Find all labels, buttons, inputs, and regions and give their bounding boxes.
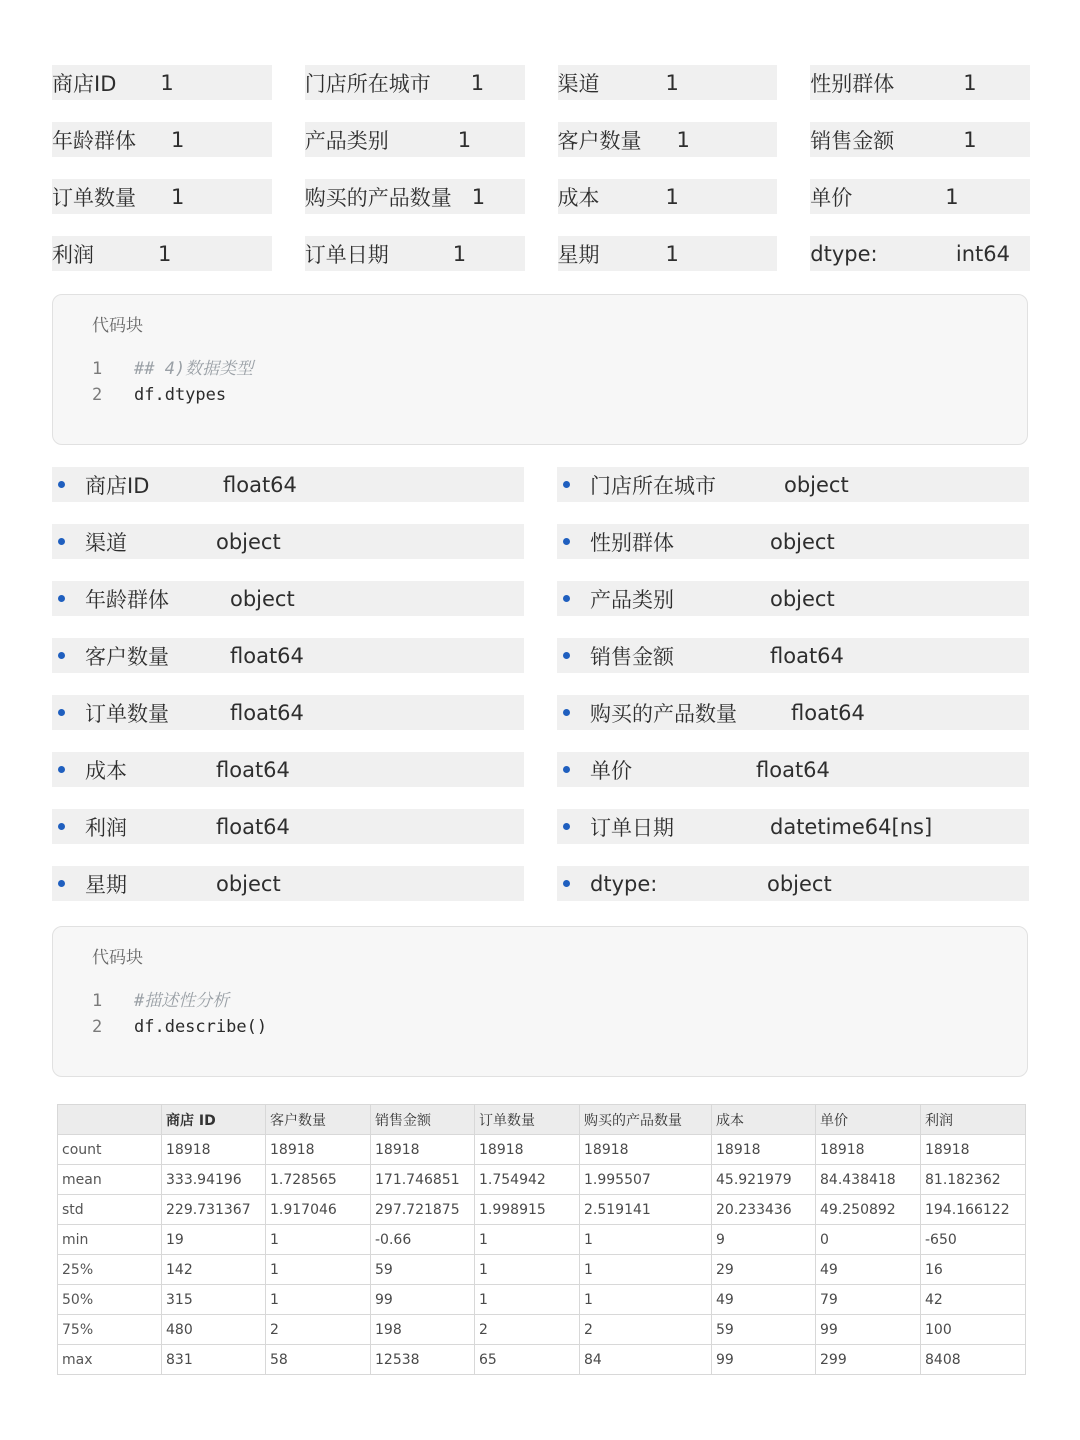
- table-cell: 1.998915: [475, 1195, 580, 1225]
- count-cell: [52, 65, 272, 100]
- table-header-cell: 商店 ID: [162, 1105, 266, 1135]
- count-cell: [558, 65, 778, 100]
- table-cell: -0.66: [371, 1225, 475, 1255]
- dtype-key: 渠道: [85, 530, 127, 555]
- table-cell: 45.921979: [712, 1165, 816, 1195]
- list-item: [52, 809, 524, 844]
- line-number: 2: [92, 1017, 103, 1037]
- table-row: [58, 1255, 1026, 1285]
- table-cell: count: [58, 1135, 162, 1165]
- table-cell: 1.728565: [266, 1165, 371, 1195]
- count-key: 星期: [557, 242, 600, 267]
- bullet-icon: [563, 538, 570, 545]
- bullet-icon: [58, 823, 65, 830]
- dtype-value: float64: [756, 757, 830, 782]
- table-header-cell: 订单数量: [475, 1105, 580, 1135]
- dtype-key: 门店所在城市: [590, 473, 716, 498]
- bullet-icon: [58, 538, 65, 545]
- count-value: 1: [963, 127, 977, 152]
- table-cell: 1: [266, 1225, 371, 1255]
- dtype-value: object: [230, 586, 295, 611]
- list-item: [52, 695, 524, 730]
- table-cell: 16: [921, 1255, 1026, 1285]
- list-item: [52, 524, 524, 559]
- count-value: 1: [457, 127, 472, 152]
- count-cell: [52, 179, 272, 214]
- table-header-row: [58, 1105, 1026, 1135]
- table-cell: 18918: [371, 1135, 475, 1165]
- count-key: 销售金额: [810, 128, 895, 153]
- count-value: 1: [676, 127, 690, 152]
- count-cell: [52, 236, 272, 271]
- dtype-key: 产品类别: [590, 587, 674, 612]
- table-cell: 49: [712, 1285, 816, 1315]
- table-cell: 18918: [475, 1135, 580, 1165]
- count-row: [52, 179, 1030, 214]
- table-cell: 229.731367: [162, 1195, 266, 1225]
- count-value: 1: [160, 70, 174, 95]
- count-key: 成本: [557, 185, 600, 210]
- table-row: [58, 1165, 1026, 1195]
- dtype-key: 星期: [85, 872, 127, 897]
- table-cell: 29: [712, 1255, 816, 1285]
- dtype-value: object: [784, 472, 849, 497]
- dtype-value: float64: [770, 643, 844, 668]
- table-cell: 1: [475, 1255, 580, 1285]
- code-text: df.describe(): [134, 1017, 268, 1037]
- dtype-key: dtype:: [590, 871, 658, 896]
- count-value: 1: [158, 241, 172, 266]
- table-cell: 99: [371, 1285, 475, 1315]
- count-cell: [305, 179, 525, 214]
- dtype-row: [52, 467, 1030, 502]
- list-item: [557, 809, 1029, 844]
- dtype-value: float64: [223, 472, 297, 497]
- count-value: 1: [171, 184, 185, 209]
- count-cell: [810, 236, 1030, 271]
- table-cell: 315: [162, 1285, 266, 1315]
- table-cell: 480: [162, 1315, 266, 1345]
- code-block-title: 代码块: [92, 316, 143, 336]
- table-cell: max: [58, 1345, 162, 1375]
- table-header-cell: 购买的产品数量: [580, 1105, 712, 1135]
- list-item: [52, 752, 524, 787]
- count-value: 1: [665, 184, 679, 209]
- line-number: 1: [92, 359, 103, 379]
- table-cell: 1: [580, 1225, 712, 1255]
- count-key: 订单日期: [304, 242, 389, 267]
- table-row: [58, 1285, 1026, 1315]
- dtype-row: [52, 524, 1030, 559]
- table-cell: 75%: [58, 1315, 162, 1345]
- list-item: [557, 524, 1029, 559]
- table-cell: 2: [475, 1315, 580, 1345]
- dtype-value: datetime64[ns]: [770, 814, 933, 839]
- table-cell: 1: [266, 1285, 371, 1315]
- table-cell: 25%: [58, 1255, 162, 1285]
- count-key: 订单数量: [52, 185, 136, 210]
- table-cell: 84.438418: [816, 1165, 921, 1195]
- bullet-icon: [58, 709, 65, 716]
- count-value: int64: [955, 241, 1010, 266]
- dtype-key: 成本: [85, 758, 127, 783]
- table-row: [58, 1195, 1026, 1225]
- code-text: df.dtypes: [134, 385, 227, 405]
- bullet-icon: [563, 766, 570, 773]
- count-value: 1: [171, 127, 185, 152]
- list-item: [557, 467, 1029, 502]
- line-number: 2: [92, 385, 103, 405]
- table-cell: 99: [712, 1345, 816, 1375]
- count-value: 1: [471, 184, 486, 209]
- bullet-icon: [563, 595, 570, 602]
- table-cell: 99: [816, 1315, 921, 1345]
- list-item: [557, 581, 1029, 616]
- table-cell: 2: [266, 1315, 371, 1345]
- list-item: [557, 638, 1029, 673]
- table-cell: 1.917046: [266, 1195, 371, 1225]
- table-cell: 1: [475, 1285, 580, 1315]
- dtype-key: 客户数量: [85, 644, 169, 669]
- count-key: 渠道: [557, 71, 600, 96]
- table-cell: 1.995507: [580, 1165, 712, 1195]
- table-cell: 65: [475, 1345, 580, 1375]
- dtype-value: float64: [791, 700, 865, 725]
- dtypes-list: [52, 467, 1030, 923]
- table-cell: 19: [162, 1225, 266, 1255]
- table-cell: 50%: [58, 1285, 162, 1315]
- count-value: 1: [945, 184, 959, 209]
- count-cell: [52, 122, 272, 157]
- dtype-row: [52, 809, 1030, 844]
- table-cell: 58: [266, 1345, 371, 1375]
- list-item: [52, 467, 524, 502]
- table-cell: -650: [921, 1225, 1026, 1255]
- dtype-key: 订单日期: [590, 815, 674, 840]
- list-item: [52, 581, 524, 616]
- count-key: 性别群体: [810, 71, 895, 96]
- list-item: [557, 866, 1029, 901]
- table-cell: 79: [816, 1285, 921, 1315]
- bullet-icon: [58, 880, 65, 887]
- code-block-title: 代码块: [92, 948, 143, 968]
- dtype-key: 销售金额: [590, 644, 674, 669]
- dtype-value: object: [767, 871, 832, 896]
- code-line: [92, 385, 226, 405]
- table-row: [58, 1345, 1026, 1375]
- table-cell: 49.250892: [816, 1195, 921, 1225]
- count-cell: [810, 122, 1030, 157]
- table-cell: 198: [371, 1315, 475, 1345]
- count-row: [52, 122, 1030, 157]
- dtype-row: [52, 695, 1030, 730]
- code-line: [92, 1017, 267, 1037]
- dtype-row: [52, 866, 1030, 901]
- table-cell: 8408: [921, 1345, 1026, 1375]
- table-row: [58, 1315, 1026, 1345]
- list-item: [557, 752, 1029, 787]
- table-cell: 299: [816, 1345, 921, 1375]
- table-cell: 171.746851: [371, 1165, 475, 1195]
- code-block-describe: [52, 926, 1028, 1077]
- count-cell: [558, 179, 778, 214]
- dtype-row: [52, 752, 1030, 787]
- dtype-value: float64: [216, 814, 290, 839]
- count-cell: [305, 122, 525, 157]
- count-value: 1: [452, 241, 467, 266]
- bullet-icon: [563, 880, 570, 887]
- bullet-icon: [563, 481, 570, 488]
- table-header-cell: 销售金额: [371, 1105, 475, 1135]
- list-item: [557, 695, 1029, 730]
- table-cell: 1: [266, 1255, 371, 1285]
- dtype-key: 性别群体: [590, 530, 674, 555]
- count-key: 客户数量: [557, 128, 642, 153]
- dtype-key: 利润: [85, 815, 127, 840]
- table-cell: 18918: [580, 1135, 712, 1165]
- table-header-cell: 成本: [712, 1105, 816, 1135]
- count-row: [52, 65, 1030, 100]
- table-cell: 297.721875: [371, 1195, 475, 1225]
- dtype-value: object: [770, 586, 835, 611]
- code-block-dtypes: [52, 294, 1028, 445]
- table-cell: mean: [58, 1165, 162, 1195]
- dtype-value: float64: [216, 757, 290, 782]
- count-key: 购买的产品数量: [304, 185, 452, 210]
- line-number: 1: [92, 991, 103, 1011]
- table-cell: 194.166122: [921, 1195, 1026, 1225]
- code-line: [92, 986, 229, 1011]
- list-item: [52, 638, 524, 673]
- table-cell: 1: [580, 1255, 712, 1285]
- table-cell: 20.233436: [712, 1195, 816, 1225]
- count-cell: [810, 179, 1030, 214]
- table-cell: 49: [816, 1255, 921, 1285]
- table-cell: 59: [712, 1315, 816, 1345]
- table-header-cell: 单价: [816, 1105, 921, 1135]
- table-cell: 142: [162, 1255, 266, 1285]
- table-cell: 831: [162, 1345, 266, 1375]
- table-cell: 42: [921, 1285, 1026, 1315]
- count-key: 商店ID: [52, 71, 117, 96]
- count-value: 1: [665, 70, 679, 95]
- count-cell: [305, 65, 525, 100]
- table-cell: 9: [712, 1225, 816, 1255]
- dtype-value: float64: [230, 643, 304, 668]
- table-cell: 59: [371, 1255, 475, 1285]
- dtype-key: 单价: [590, 758, 632, 783]
- count-key: dtype:: [810, 241, 878, 266]
- dtype-key: 商店ID: [85, 473, 150, 498]
- value-counts-grid: [52, 65, 1030, 293]
- count-key: 年龄群体: [52, 128, 136, 153]
- count-key: 单价: [810, 185, 853, 210]
- dtype-value: object: [216, 871, 281, 896]
- table-cell: 18918: [712, 1135, 816, 1165]
- count-value: 1: [665, 241, 679, 266]
- table-cell: 1: [475, 1225, 580, 1255]
- count-row: [52, 236, 1030, 271]
- bullet-icon: [563, 652, 570, 659]
- dtype-value: float64: [230, 700, 304, 725]
- count-value: 1: [963, 70, 977, 95]
- table-header-cell: [58, 1105, 162, 1135]
- table-cell: 81.182362: [921, 1165, 1026, 1195]
- table-cell: 1.754942: [475, 1165, 580, 1195]
- table-cell: 18918: [921, 1135, 1026, 1165]
- table-cell: 84: [580, 1345, 712, 1375]
- table-cell: 18918: [162, 1135, 266, 1165]
- count-key: 利润: [52, 242, 94, 267]
- count-cell: [810, 65, 1030, 100]
- dtype-value: object: [216, 529, 281, 554]
- table-cell: std: [58, 1195, 162, 1225]
- table-cell: 18918: [816, 1135, 921, 1165]
- table-cell: 100: [921, 1315, 1026, 1345]
- count-value: 1: [470, 70, 485, 95]
- code-line: [92, 354, 253, 379]
- bullet-icon: [563, 709, 570, 716]
- count-cell: [305, 236, 525, 271]
- table-cell: 2: [580, 1315, 712, 1345]
- table-cell: min: [58, 1225, 162, 1255]
- bullet-icon: [58, 595, 65, 602]
- table-cell: 0: [816, 1225, 921, 1255]
- table-row: [58, 1135, 1026, 1165]
- dtype-key: 年龄群体: [85, 587, 169, 612]
- table-cell: 2.519141: [580, 1195, 712, 1225]
- table-cell: 333.94196: [162, 1165, 266, 1195]
- bullet-icon: [563, 823, 570, 830]
- describe-table: [57, 1104, 1026, 1375]
- table-cell: 1: [580, 1285, 712, 1315]
- dtype-key: 订单数量: [85, 701, 169, 726]
- bullet-icon: [58, 481, 65, 488]
- table-header-cell: 客户数量: [266, 1105, 371, 1135]
- table-header-cell: 利润: [921, 1105, 1026, 1135]
- code-comment: ## 4)数据类型: [134, 359, 254, 379]
- dtype-row: [52, 581, 1030, 616]
- list-item: [52, 866, 524, 901]
- bullet-icon: [58, 766, 65, 773]
- dtype-key: 购买的产品数量: [590, 701, 737, 726]
- dtype-row: [52, 638, 1030, 673]
- table-cell: 18918: [266, 1135, 371, 1165]
- count-key: 产品类别: [304, 128, 389, 153]
- code-comment: #描述性分析: [134, 991, 230, 1011]
- count-cell: [558, 236, 778, 271]
- dtype-value: object: [770, 529, 835, 554]
- count-cell: [558, 122, 778, 157]
- count-key: 门店所在城市: [304, 71, 431, 96]
- table-row: [58, 1225, 1026, 1255]
- bullet-icon: [58, 652, 65, 659]
- table-cell: 12538: [371, 1345, 475, 1375]
